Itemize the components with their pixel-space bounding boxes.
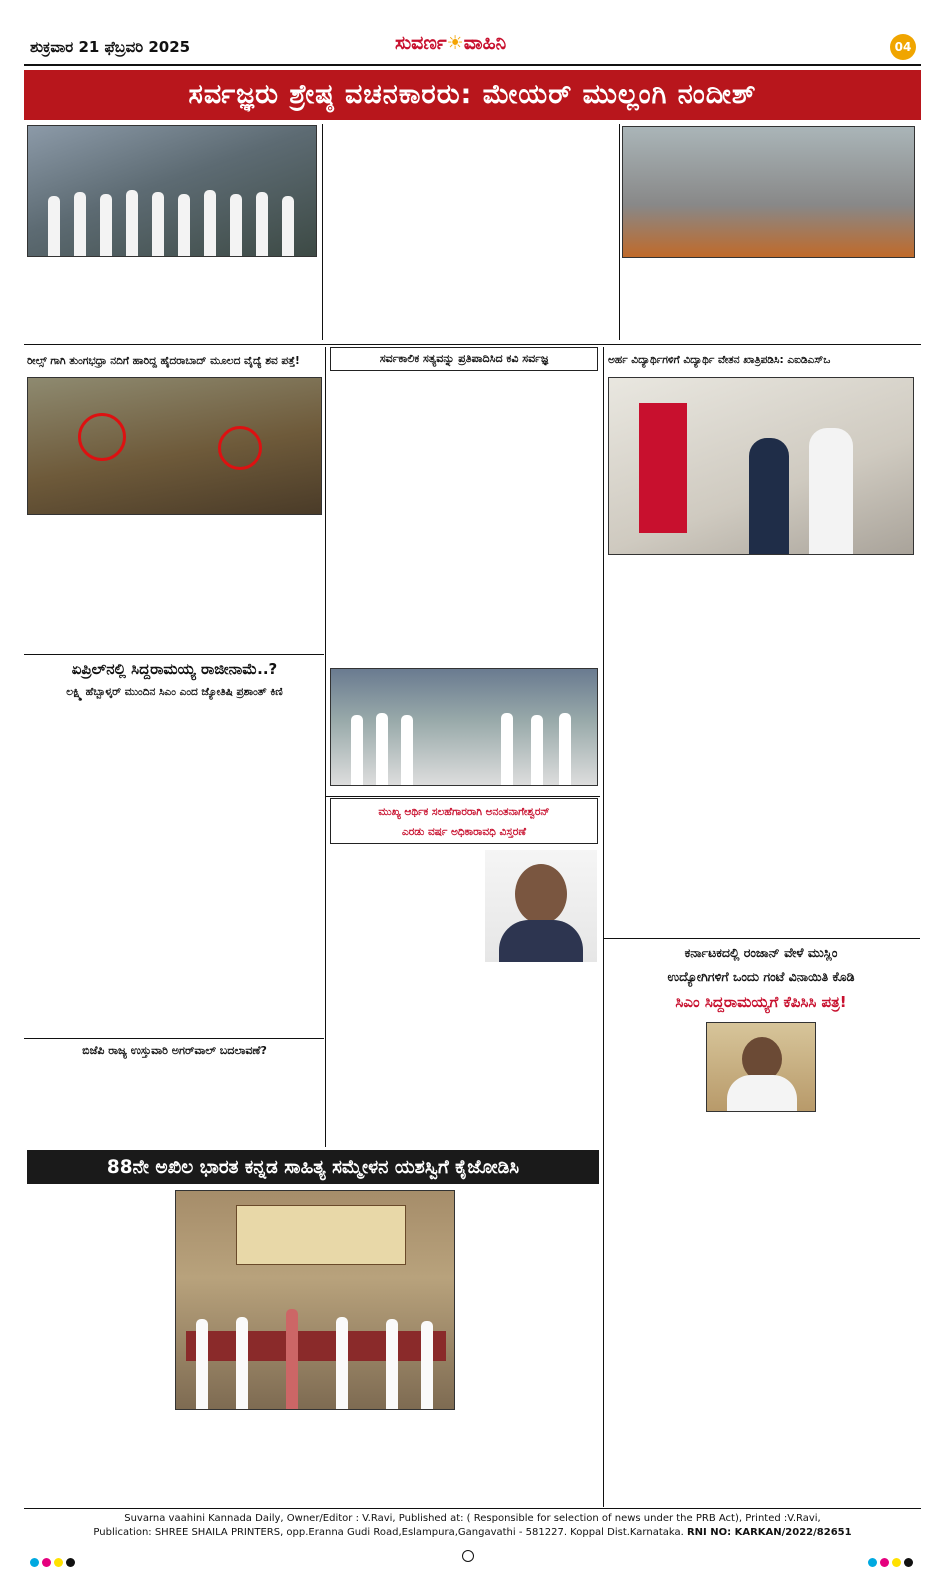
imprint-line1: Suvarna vaahini Kannada Daily, Owner/Editor : V.Ravi, Published at: ( Responsible for selection of news under the PRB Act), Printed :V.Ravi, [124,1513,821,1524]
divider [604,938,920,939]
article-text-block [330,848,480,963]
headline-sarvajna: ಸರ್ವಕಾಲಿಕ ಸತ್ಯವನ್ನು ಪ್ರತಿಪಾದಿಸಿದ ಕವಿ ಸರ್ವಜ್ಞ [330,347,598,371]
article-text-block [175,1412,455,1504]
column-rule [603,347,604,1507]
stage-banner [236,1205,406,1265]
article-text-block [27,518,322,650]
photo-aidso-memorandum [608,377,914,555]
photo-taluk-office [330,668,598,786]
headline-anantha-line1: ಮುಖ್ಯ ಆರ್ಥಿಕ ಸಲಹೆಗಾರರಾಗಿ ಅನಂತನಾಗೇಶ್ವರನ್ [378,805,550,818]
page-number: 04 [890,34,916,60]
article-text-block [622,260,915,338]
divider [326,796,600,797]
photo-sarvajna-event [27,125,317,257]
headline-scholarship: ಅರ್ಹ ವಿದ್ಯಾರ್ಥಿಗಳಿಗೆ ವಿದ್ಯಾರ್ಥಿ ವೇತನ ಖಾತ್ರಿಪಡಿಸಿ: ಎಐಡಿಎಸ್ಒ [608,353,831,366]
print-registration-marks [30,1552,78,1571]
article-text-block [608,558,914,928]
column-rule [325,347,326,1147]
article-text-block [460,1188,600,1503]
masthead-logo [395,32,506,54]
issue-date: ಶುಕ್ರವಾರ 21 ಫೆಬ್ರವರಿ 2025 [30,38,191,56]
column-rule [322,124,323,340]
header-rule [24,64,921,66]
article-text-block [27,704,322,1034]
headline-sammelana: 88ನೇ ಅಖಿಲ ಭಾರತ ಕನ್ನಡ ಸಾಹಿತ್ಯ ಸಮ್ಮೇಳನ ಯಶಸ್ವಿಗೆ ಕೈಜೋಡಿಸಿ [27,1150,599,1184]
article-text-block [325,126,615,338]
person [749,438,789,555]
headline-agarwal: ಬಿಜೆಪಿ ರಾಜ್ಯ ಉಸ್ತುವಾರಿ ಅಗರ್‌ವಾಲ್ ಬದಲಾವಣೆ? [82,1044,267,1057]
photo-anantha-portrait [485,850,597,962]
photo-procession [622,126,915,258]
headline-ramzan-line3: ಸಿಎಂ ಸಿದ್ದರಾಮಯ್ಯಗೆ ಕೆಪಿಸಿಸಿ ಪತ್ರ! [675,993,847,1011]
headline-ramzan-line2: ಉದ್ಯೋಗಿಗಳಿಗೆ ಒಂದು ಗಂಟೆ ವಿನಾಯಿತಿ ಕೊಡಿ [667,969,855,984]
sun-icon: ☀ [446,32,464,54]
imprint-line2: Publication: SHREE SHAILA PRINTERS, opp.Eranna Gudi Road,Eslampura,Gangavathi - 581227. Koppal Dist.Karnataka. [93,1527,687,1538]
article-text-block [330,374,598,664]
portrait-head [515,864,567,924]
divider [24,1038,324,1039]
article-text-block [608,1022,703,1142]
headline-anantha-line2: ಎರಡು ವರ್ಷ ಅಧಿಕಾರಾವಧಿ ವಿಸ್ತರಣೆ [402,825,526,838]
red-circle-marker [218,426,262,470]
stage-table [186,1331,446,1361]
registration-dot [42,1558,51,1567]
banner-headline: ಸರ್ವಜ್ಞರು ಶ್ರೇಷ್ಠ ವಚನಕಾರರು: ಮೇಯರ್ ಮುಲ್ಲಂಗಿ ನಂದೀಶ್ [24,70,921,120]
imprint [0,1512,945,1540]
registration-dot [30,1558,39,1567]
red-circle-marker [78,413,126,461]
divider [24,654,324,655]
article-text-block [27,1064,322,1144]
registration-dot [868,1558,877,1567]
rni-number: RNI NO: KARKAN/2022/82651 [686,1527,852,1538]
registration-dot [54,1558,63,1567]
column-rule [619,124,620,340]
registration-dot [904,1558,913,1567]
article-text-block [27,1188,172,1503]
article-text-block [27,260,317,335]
headline-box-anantha [330,798,598,844]
registration-dot [892,1558,901,1567]
article-text-block [820,1022,915,1142]
person [809,428,853,555]
article-text-block [330,965,598,1147]
headline-ramzan-line1: ಕರ್ನಾಟಕದಲ್ಲಿ ರಂಜಾನ್ ವೇಳೆ ಮುಸ್ಲಿಂ [684,945,838,960]
portrait-body [727,1075,797,1112]
portrait-body [499,920,583,962]
article-text-block [608,1142,914,1497]
masthead-part2: ವಾಹಿನಿ [463,32,507,54]
photo-sahitya-meeting [175,1190,455,1410]
print-registration-marks [868,1552,916,1571]
headline-siddaramaiah: ಏಪ್ರಿಲ್‌ನಲ್ಲಿ ಸಿದ್ದರಾಮಯ್ಯ ರಾಜೀನಾಮೆ..? [71,660,278,678]
photo-cm-siddaramaiah [706,1022,816,1112]
aidso-banner [639,403,687,533]
registration-dot [66,1558,75,1567]
footer-rule [24,1508,921,1509]
photo-river-rocks [27,377,322,515]
registration-dot [880,1558,889,1567]
subhead-siddaramaiah: ಲಕ್ಷ್ಮಿ ಹೆಬ್ಬಾಳ್ಕರ್ ಮುಂದಿನ ಸಿಎಂ ಎಂದ ಜ್ಯೋತಿಷಿ ಪ್ರಶಾಂತ್ ಕಿಣಿ [66,685,283,698]
crosshair-icon [462,1550,474,1562]
masthead-part1: ಸುವರ್ಣ [395,32,447,54]
divider [24,344,921,345]
headline-tungabhadra: ರೀಲ್ಸ್ ಗಾಗಿ ತುಂಗಭಧ್ರಾ ನದಿಗೆ ಹಾರಿದ್ದ ಹೈದರಾಬಾದ್ ಮೂಲದ ವೈದ್ಯೆ ಶವ ಪತ್ತೆ! [27,354,300,367]
